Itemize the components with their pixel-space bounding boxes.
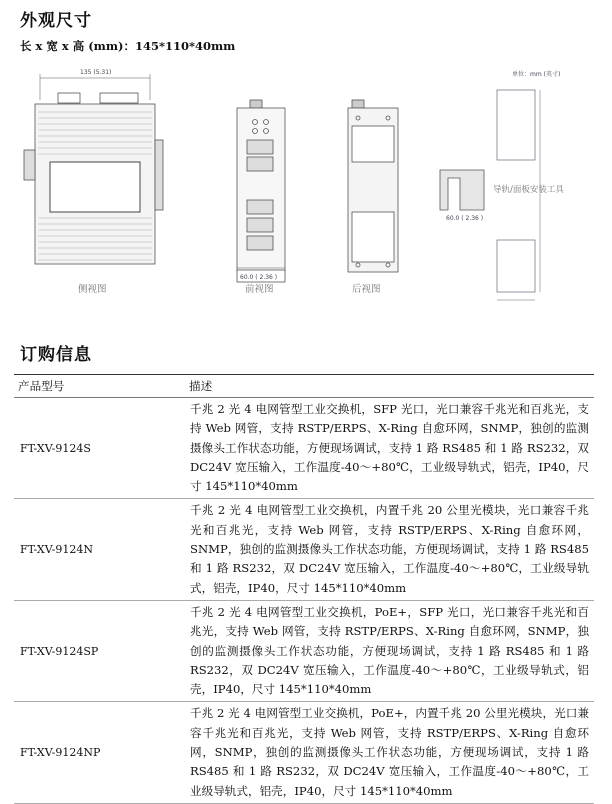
model-cell: FT-XV-9124SP [14, 600, 185, 701]
description-cell: 千兆 2 光 4 电网管型工业交换机，SFP 光口，光口兼容千兆光和百兆光，支持 Web 网管，支持 RSTP/ERPS、X-Ring 自愈环网，SNMP，独创的监测摄像头工作状态功能，方便现场调试，支持 1 路 RS485 和 1 路 RS232，双 DC24V 宽压输入，工作温度-40～+80℃，工业级导轨式，铝壳，IP40，尺寸 145*110*40mm [185, 398, 594, 499]
table-row [14, 499, 594, 600]
table-header-row [14, 375, 594, 398]
model-cell: FT-XV-9124NP [14, 702, 185, 803]
side-top-width: 135 (5.31) [80, 69, 112, 76]
mounting-plate-drawing [497, 90, 540, 300]
description-cell: 千兆 2 光 4 电网管型工业交换机，PoE+，SFP 光口，光口兼容千兆光和百兆光，支持 Web 网管，支持 RSTP/ERPS、X-Ring 自愈环网，SNMP，独创的监测摄像头工作状态功能，方便现场调试，支持 1 路 RS485 和 1 路 RS232，双 DC24V 宽压输入，工作温度-40～+80℃，工业级导轨式，铝壳，IP40，尺寸 145*110*40mm [185, 600, 594, 701]
caption-rail-tool: 导轨/面板安装工具 [493, 185, 564, 195]
description-cell: 千兆 2 光 4 电网管型工业交换机，内置千兆 20 公里光模块，光口兼容千兆光和百兆光，支持 Web 网管，支持 RSTP/ERPS、X-Ring 自愈环网，SNMP，独创的监测摄像头工作状态功能，方便现场调试，支持 1 路 RS485 和 1 路 RS232，双 DC24V 宽压输入，工作温度-40～+80℃，工业级导轨式，铝壳，IP40，尺寸 145*110*40mm [185, 499, 594, 600]
dimensions-line: 长 x 宽 x 高 (mm)：145*110*40mm [20, 39, 236, 53]
table-row [14, 398, 594, 499]
caption-side-view: 侧视图 [78, 284, 107, 295]
dimensions-section-title: 外观尺寸 [20, 11, 92, 31]
unit-label: 单位：mm (英寸) [512, 71, 561, 78]
header-description: 描述 [185, 375, 594, 398]
order-section-title: 订购信息 [20, 345, 92, 365]
table-row [14, 600, 594, 701]
din-rail-drawing [440, 170, 484, 210]
rail-width-label: 60.0 ( 2.36 ) [446, 215, 484, 222]
model-cell: FT-XV-9124N [14, 499, 185, 600]
header-model: 产品型号 [14, 375, 185, 398]
dimension-drawing [0, 60, 612, 360]
order-table [14, 374, 594, 804]
front-width-label: 60.0 ( 2.36 ) [240, 274, 278, 281]
front-view-drawing [237, 100, 285, 282]
side-view-drawing [24, 74, 163, 264]
caption-back-view: 后视图 [352, 284, 381, 295]
model-cell: FT-XV-9124S [14, 398, 185, 499]
back-view-drawing [348, 100, 398, 272]
table-row [14, 702, 594, 803]
caption-front-view: 前视图 [245, 284, 274, 295]
description-cell: 千兆 2 光 4 电网管型工业交换机，PoE+，内置千兆 20 公里光模块，光口兼容千兆光和百兆光，支持 Web 网管，支持 RSTP/ERPS、X-Ring 自愈环网，SNMP，独创的监测摄像头工作状态功能，方便现场调试，支持 1 路 RS485 和 1 路 RS232，双 DC24V 宽压输入，工作温度-40～+80℃，工业级导轨式，铝壳，IP40，尺寸 145*110*40mm [185, 702, 594, 803]
